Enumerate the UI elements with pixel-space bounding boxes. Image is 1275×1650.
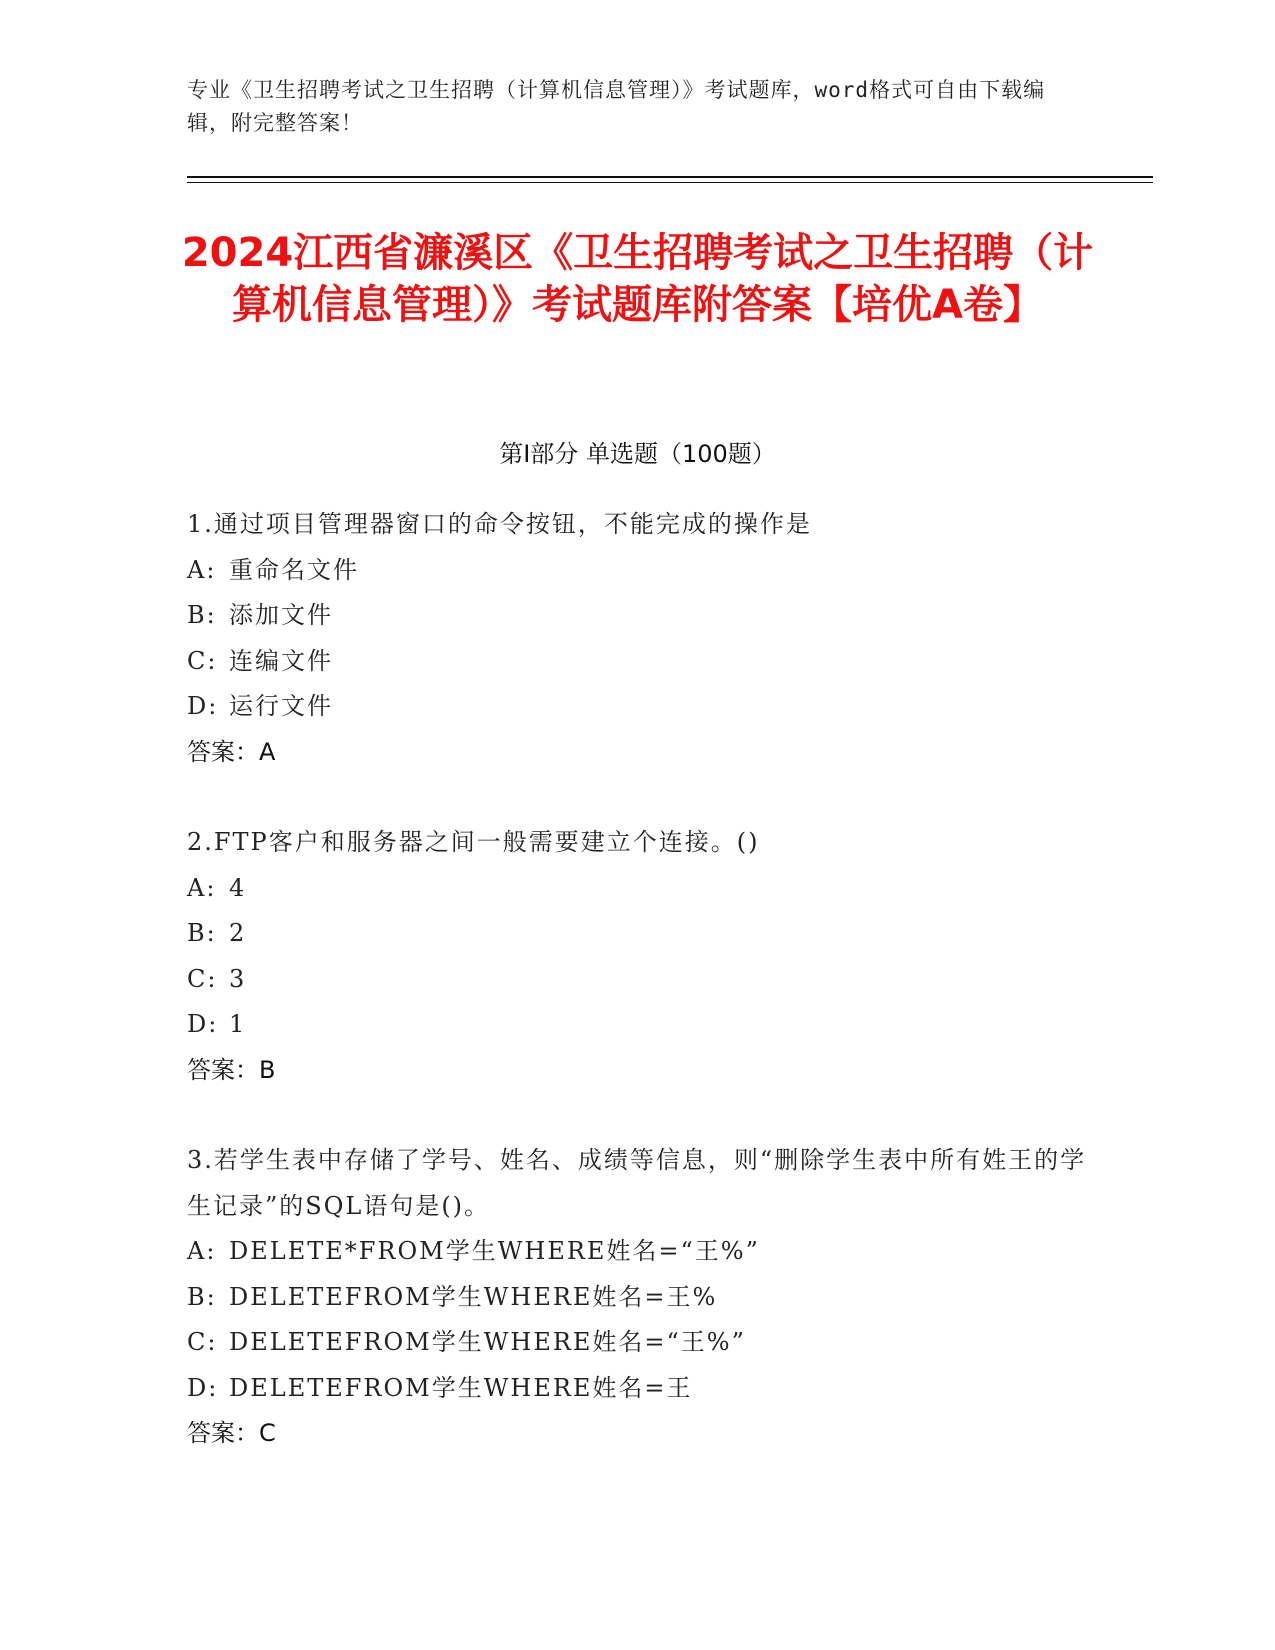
question-2 [187, 820, 1087, 1093]
question-text: 2.FTP客户和服务器之间一般需要建立个连接。() [187, 828, 760, 856]
option-text: 运行文件 [229, 692, 333, 720]
answer-line: 答案：A [187, 737, 276, 766]
option-letter: C: [187, 964, 218, 993]
option-text: 3 [229, 964, 247, 993]
option-d [187, 684, 1087, 730]
option-letter: D: [187, 1010, 219, 1038]
option-c [187, 957, 1087, 1003]
question-text: 3.若学生表中存储了学号、姓名、成绩等信息，则“删除学生表中所有姓王的学生记录”的SQL语句是()。 [187, 1146, 1087, 1220]
question-text: 1.通过项目管理器窗口的命令按钮，不能完成的操作是 [187, 510, 812, 538]
option-c [187, 639, 1087, 685]
option-text: DELETEFROM学生WHERE姓名=“王%” [229, 1328, 746, 1356]
option-letter: A: [187, 1237, 217, 1265]
option-b [187, 593, 1087, 639]
option-b [187, 911, 1087, 957]
option-text: 2 [229, 919, 247, 947]
option-letter: D: [187, 1373, 219, 1402]
header-rule-thin [187, 182, 1153, 183]
option-letter: C: [187, 1328, 218, 1356]
option-text: 重命名文件 [229, 555, 359, 584]
option-a [187, 1229, 1087, 1275]
option-text: 连编文件 [229, 646, 333, 675]
option-c [187, 1320, 1087, 1366]
option-a [187, 548, 1087, 594]
option-text: 1 [229, 1010, 247, 1038]
option-letter: B: [187, 601, 217, 629]
section-heading: 第Ⅰ部分 单选题（100题） [499, 440, 776, 468]
option-letter: D: [187, 692, 219, 720]
answer-line: 答案：B [187, 1055, 276, 1084]
option-text: 4 [229, 873, 247, 902]
option-text: DELETE*FROM学生WHERE姓名=“王%” [229, 1237, 760, 1265]
header-note: 专业《卫生招聘考试之卫生招聘（计算机信息管理）》考试题库，word格式可自由下载编辑，附完整答案！ [187, 78, 1046, 135]
option-d [187, 1002, 1087, 1048]
option-b [187, 1275, 1087, 1321]
option-letter: B: [187, 919, 217, 947]
document-title: 2024江西省濂溪区《卫生招聘考试之卫生招聘（计算机信息管理）》考试题库附答案【培优A卷】 [181, 230, 1094, 328]
option-letter: A: [187, 555, 217, 584]
option-letter: A: [187, 873, 217, 902]
option-text: DELETEFROM学生WHERE姓名=王% [229, 1282, 718, 1311]
option-letter: C: [187, 646, 218, 675]
header-rule-thick [187, 176, 1153, 178]
option-d [187, 1366, 1087, 1412]
answer-line: 答案：C [187, 1419, 276, 1447]
question-1 [187, 502, 1087, 775]
option-letter: B: [187, 1282, 217, 1311]
option-text: DELETEFROM学生WHERE姓名=王 [229, 1373, 693, 1402]
option-text: 添加文件 [229, 601, 333, 629]
question-3 [187, 1138, 1087, 1457]
option-a [187, 866, 1087, 912]
